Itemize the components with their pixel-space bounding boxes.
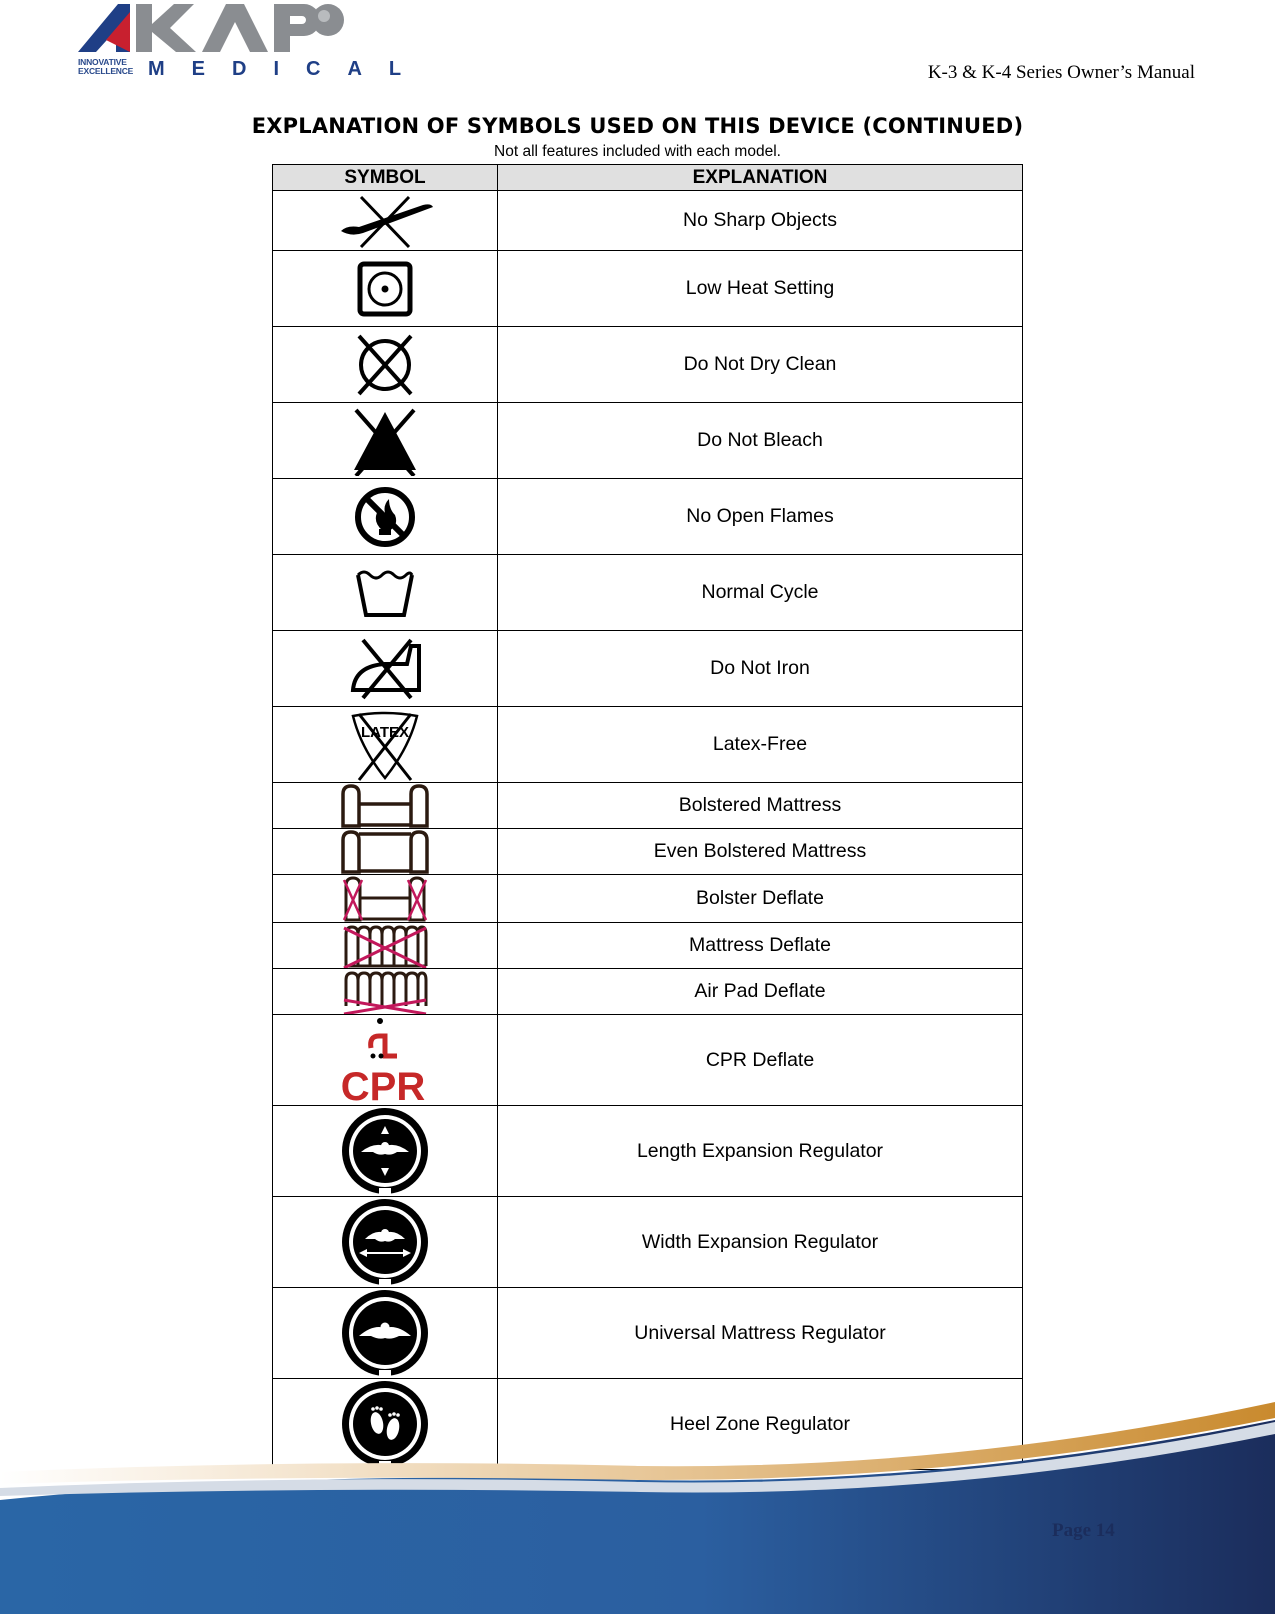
- table-row: [273, 479, 1023, 555]
- explanation-cell: Latex-Free: [498, 707, 1023, 783]
- table-row: [273, 923, 1023, 969]
- explanation-cell: Width Expansion Regulator: [498, 1197, 1023, 1288]
- symbol-cell: [273, 191, 498, 251]
- bolstered-mattress-icon: [337, 784, 433, 828]
- table-row: [273, 403, 1023, 479]
- column-header-explanation: EXPLANATION: [498, 165, 1023, 191]
- page-subtitle: Not all features included with each model.: [494, 143, 781, 160]
- table-row: [273, 327, 1023, 403]
- explanation-cell: No Open Flames: [498, 479, 1023, 555]
- table-row: [273, 555, 1023, 631]
- do-not-iron-icon: [345, 636, 425, 702]
- table-row: [273, 829, 1023, 875]
- normal-cycle-icon: [352, 563, 418, 623]
- symbol-cell: [273, 783, 498, 829]
- explanation-cell: Low Heat Setting: [498, 251, 1023, 327]
- even-bolstered-mattress-icon: [337, 830, 433, 874]
- explanation-cell: No Sharp Objects: [498, 191, 1023, 251]
- table-row: [273, 707, 1023, 783]
- latex-icon-text: LATEX: [360, 723, 410, 741]
- length-expansion-regulator-icon: [339, 1106, 431, 1196]
- explanation-cell: CPR Deflate: [498, 1015, 1023, 1106]
- footer-wave-graphic: [0, 1400, 1275, 1614]
- symbol-cell: [273, 251, 498, 327]
- symbol-cell: [273, 403, 498, 479]
- explanation-cell: Do Not Iron: [498, 631, 1023, 707]
- table-row: [273, 1106, 1023, 1197]
- do-not-bleach-icon: [350, 406, 420, 476]
- cpr-deflate-icon: [335, 1016, 435, 1104]
- explanation-cell: Bolster Deflate: [498, 875, 1023, 923]
- symbol-cell: [273, 631, 498, 707]
- page-number: Page 14: [1052, 1520, 1115, 1541]
- air-pad-deflate-icon: [340, 970, 430, 1014]
- table-row: [273, 631, 1023, 707]
- table-row: [273, 191, 1023, 251]
- column-header-symbol: SYMBOL: [273, 165, 498, 191]
- kap-medical-logo: [78, 0, 429, 82]
- table-row: [273, 1288, 1023, 1379]
- symbol-cell: [273, 1106, 498, 1197]
- table-row: [273, 783, 1023, 829]
- explanation-cell: Even Bolstered Mattress: [498, 829, 1023, 875]
- bolster-deflate-icon: [340, 876, 430, 922]
- universal-mattress-regulator-icon: [339, 1288, 431, 1378]
- width-expansion-regulator-icon: [339, 1197, 431, 1287]
- logo-medical-word: MEDICAL: [148, 58, 429, 80]
- logo-slogan: INNOVATIVE EXCELLENCE: [78, 57, 134, 76]
- page-title: EXPLANATION OF SYMBOLS USED ON THIS DEVICE (CONTINUED): [251, 114, 1024, 138]
- explanation-cell: Do Not Bleach: [498, 403, 1023, 479]
- table-row: [273, 1015, 1023, 1106]
- explanation-cell: Universal Mattress Regulator: [498, 1288, 1023, 1379]
- no-sharp-objects-icon: [335, 193, 435, 249]
- explanation-cell: Normal Cycle: [498, 555, 1023, 631]
- symbol-cell: [273, 1015, 498, 1106]
- symbol-cell: [273, 327, 498, 403]
- symbol-cell: [273, 555, 498, 631]
- table-row: [273, 875, 1023, 923]
- symbol-cell: [273, 1288, 498, 1379]
- table-row: [273, 251, 1023, 327]
- symbol-cell: [273, 875, 498, 923]
- do-not-dry-clean-icon: [353, 332, 417, 398]
- explanation-cell: Heel Zone Regulator: [498, 1379, 1023, 1470]
- symbol-cell: [273, 829, 498, 875]
- explanation-cell: Do Not Dry Clean: [498, 327, 1023, 403]
- table-header-row: [273, 165, 1023, 191]
- symbol-cell: [273, 479, 498, 555]
- mattress-deflate-icon: [340, 924, 430, 968]
- document-title: K-3 & K-4 Series Owner’s Manual: [927, 62, 1195, 83]
- table-row: [273, 1197, 1023, 1288]
- low-heat-setting-icon: [355, 259, 415, 319]
- symbols-table: [272, 164, 1023, 1470]
- explanation-cell: Bolstered Mattress: [498, 783, 1023, 829]
- kap-logo-mark: [78, 0, 353, 60]
- explanation-cell: Mattress Deflate: [498, 923, 1023, 969]
- table-row: [273, 969, 1023, 1015]
- symbol-cell: [273, 969, 498, 1015]
- symbol-cell: [273, 1197, 498, 1288]
- symbol-cell: [273, 923, 498, 969]
- latex-free-icon: [347, 708, 423, 782]
- symbol-cell: [273, 707, 498, 783]
- explanation-cell: Length Expansion Regulator: [498, 1106, 1023, 1197]
- explanation-cell: Air Pad Deflate: [498, 969, 1023, 1015]
- cpr-icon-text: CPR: [340, 1065, 426, 1104]
- no-open-flames-icon: [353, 485, 417, 549]
